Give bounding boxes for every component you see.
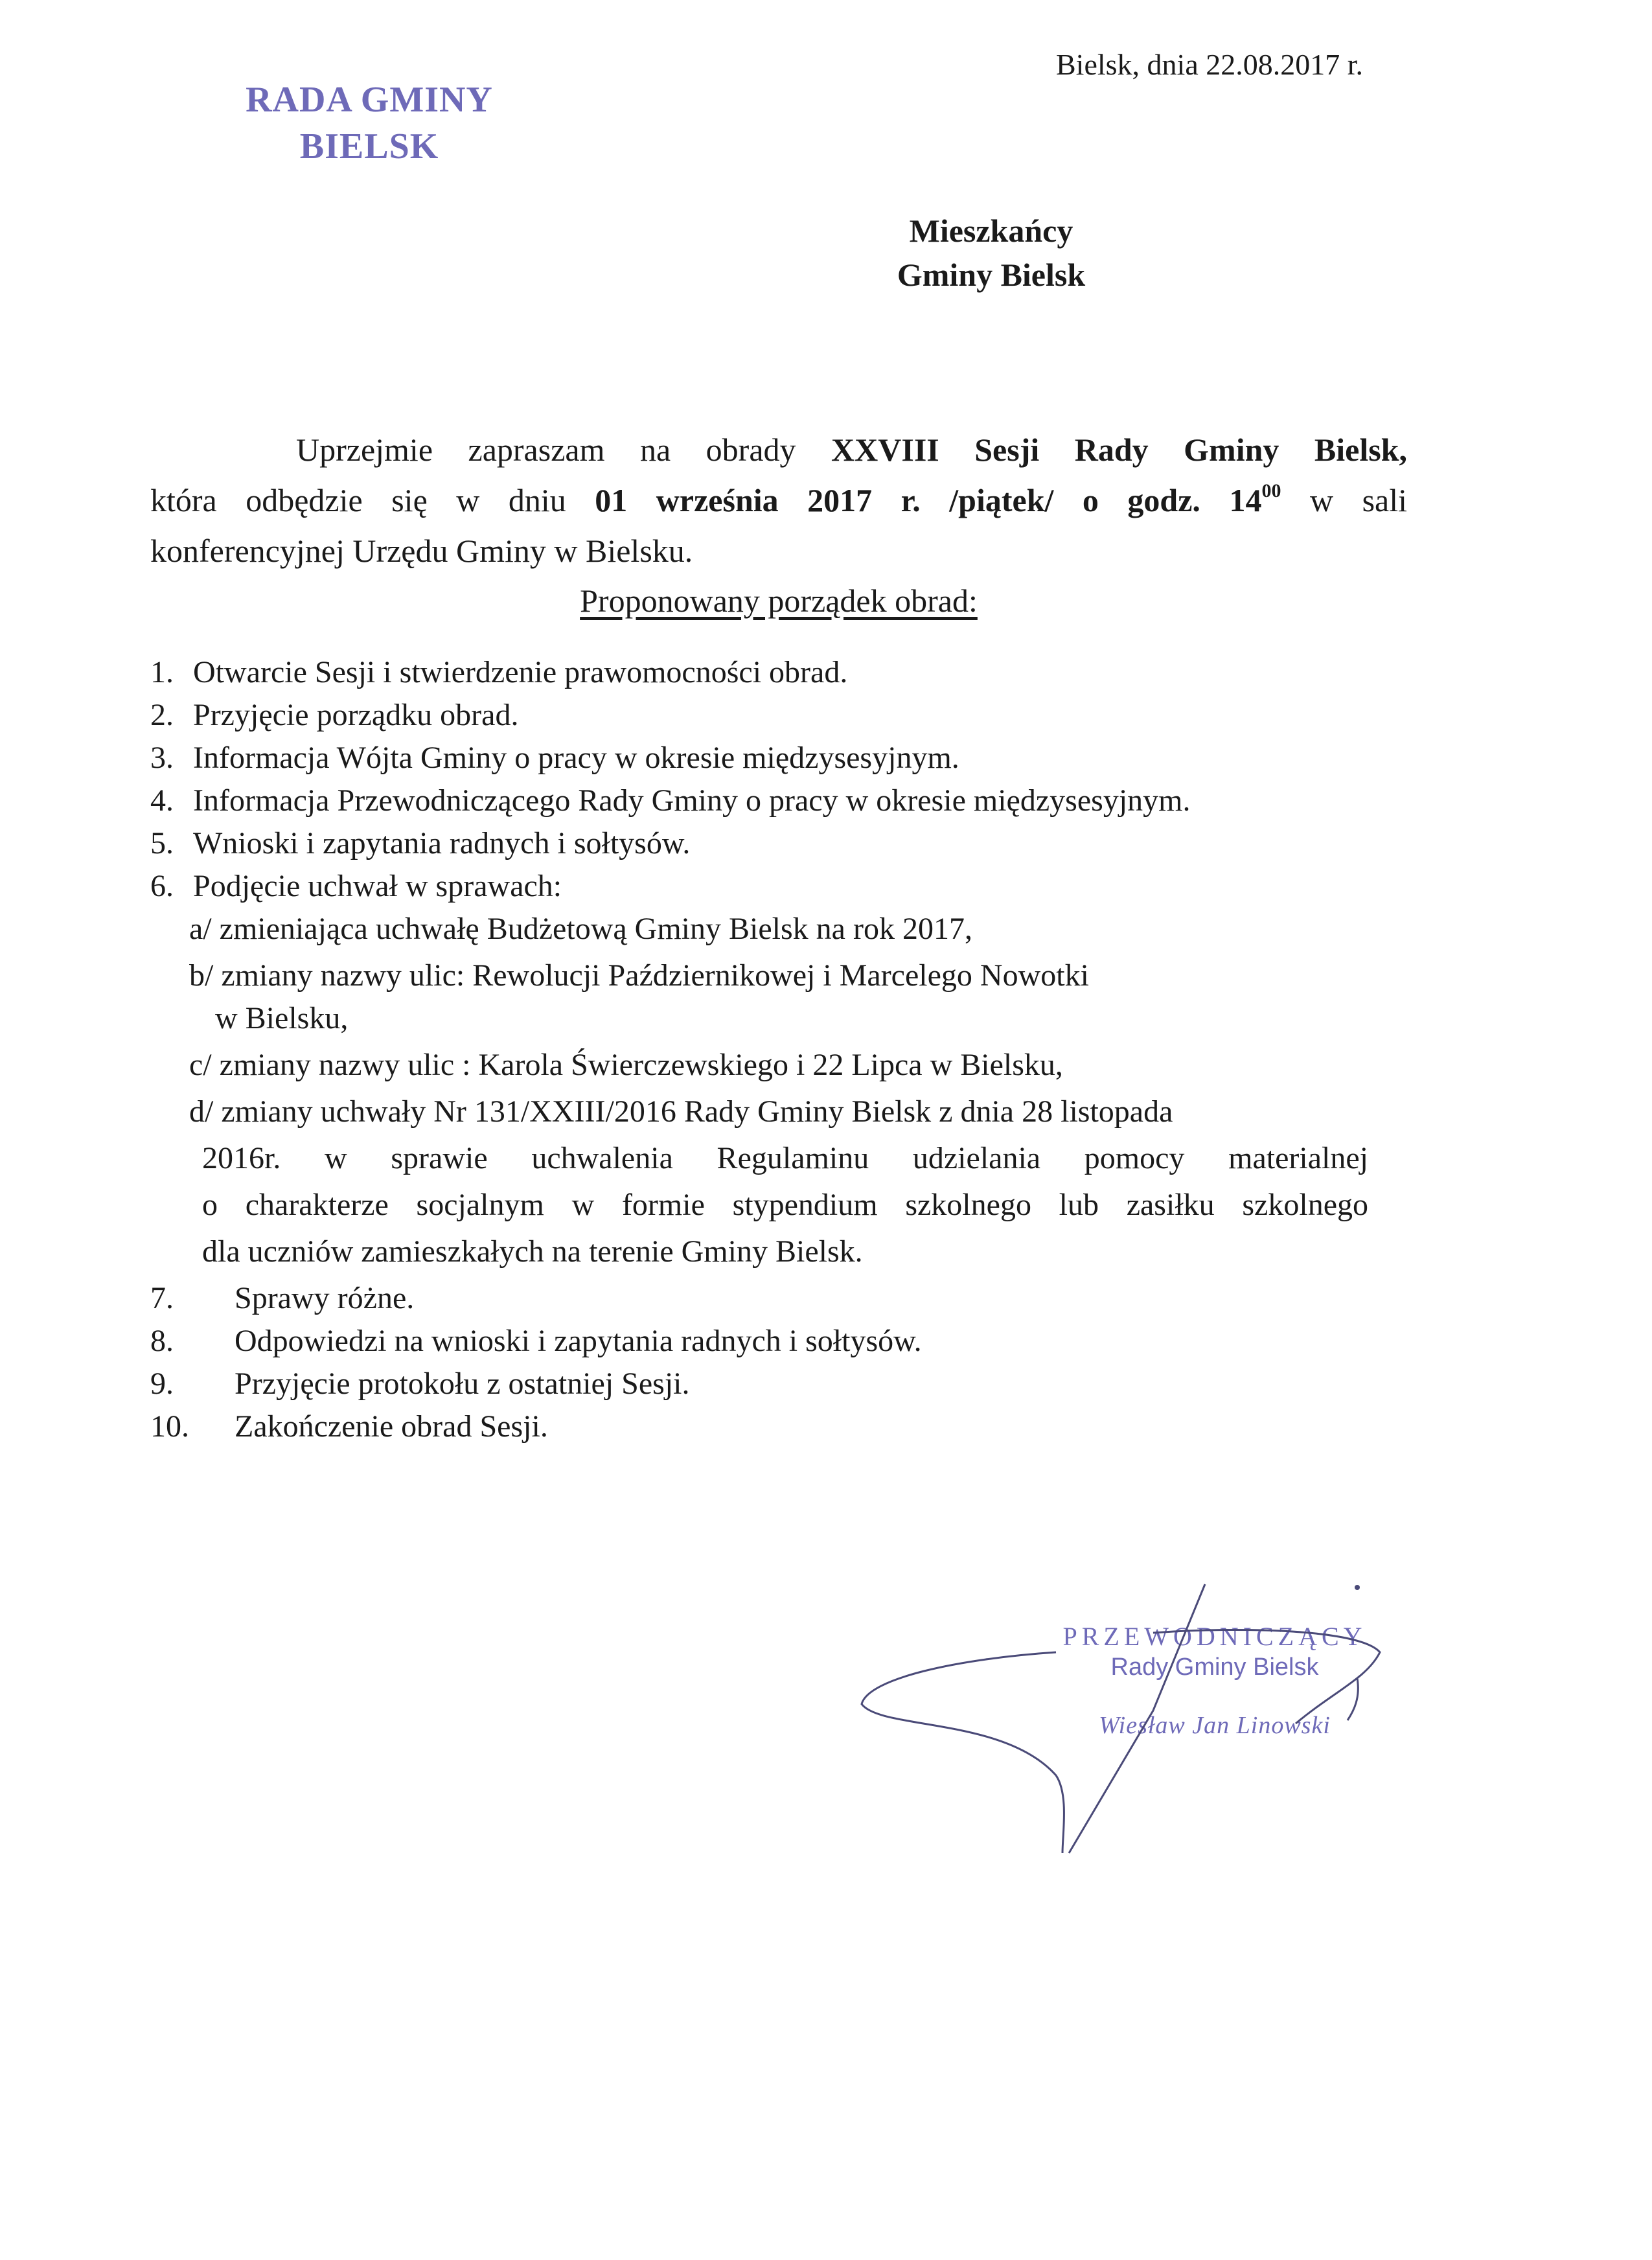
intro-text-3: w sali	[1281, 482, 1407, 518]
intro-line-3: konferencyjnej Urzędu Gminy w Bielsku.	[150, 533, 693, 569]
council-stamp	[194, 76, 544, 170]
agenda-item: 1. Otwarcie Sesji i stwierdzenie prawomocności obrad.	[150, 655, 848, 689]
agenda-item: 10. Zakończenie obrad Sesji.	[150, 1409, 548, 1444]
sub-item-d-line-2: 2016r. w sprawie uchwalenia Regulaminu udzielania pomocy materialnej	[202, 1141, 1368, 1175]
agenda-item: 8. Odpowiedzi na wnioski i zapytania radnych i sołtysów.	[150, 1324, 922, 1358]
agenda-title: Proponowany porządek obrad:	[580, 582, 978, 619]
sub-item-d-line-3: o charakterze socjalnym w formie stypendium szkolnego lub zasiłku szkolnego	[202, 1188, 1368, 1222]
invitation-paragraph	[150, 424, 1407, 576]
sub-item-d: d/ zmiany uchwały Nr 131/XXIII/2016 Rady Gminy Bielsk z dnia 28 listopada	[189, 1094, 1173, 1129]
intro-line-2	[150, 475, 1407, 525]
agenda-item: 2. Przyjęcie porządku obrad.	[150, 698, 519, 732]
stamp-line-2: BIELSK	[299, 126, 439, 167]
addressee-block	[803, 209, 1179, 297]
signature-block	[842, 1581, 1425, 1879]
agenda-item: 7. Sprawy różne.	[150, 1281, 415, 1315]
hour-superscript: 00	[1261, 480, 1281, 502]
addressee-line-1: Mieszkańcy	[909, 213, 1073, 249]
sub-item-b-continued: w Bielsku,	[215, 1001, 349, 1035]
intro-text-1: Uprzejmie zapraszam na obrady	[296, 432, 832, 468]
agenda-item: 3. Informacja Wójta Gminy o pracy w okresie międzysesyjnym.	[150, 741, 959, 775]
stamp-line-1: RADA GMINY	[246, 80, 493, 120]
session-name: XXVIII Sesji Rady Gminy Bielsk,	[831, 432, 1407, 468]
sub-item-c: c/ zmiany nazwy ulic : Karola Świerczewskiego i 22 Lipca w Bielsku,	[189, 1048, 1063, 1082]
agenda-list	[150, 651, 1420, 1448]
agenda-item: 4. Informacja Przewodniczącego Rady Gminy o pracy w okresie międzysesyjnym.	[150, 783, 1191, 818]
agenda-item: 6. Podjęcie uchwał w sprawach:	[150, 869, 562, 903]
sub-item-b: b/ zmiany nazwy ulic: Rewolucji Październikowej i Marcelego Nowotki	[189, 958, 1089, 993]
place-and-date: Bielsk, dnia 22.08.2017 r.	[1056, 48, 1364, 81]
sub-item-d-line-4: dla uczniów zamieszkałych na terenie Gminy Bielsk.	[202, 1234, 863, 1269]
addressee-line-2: Gminy Bielsk	[897, 257, 1086, 293]
agenda-item: 9. Przyjęcie protokołu z ostatniej Sesji.	[150, 1366, 690, 1401]
intro-line-1	[150, 424, 1407, 475]
session-date: 01 września 2017 r. /piątek/ o godz. $14^{00}$	[595, 480, 1281, 518]
signature-council: Rady Gminy Bielsk	[1110, 1654, 1319, 1681]
signature-title: PRZEWODNICZĄCY	[1062, 1622, 1367, 1651]
intro-text-2: która odbędzie się w dniu	[150, 482, 595, 518]
agenda-item: 5. Wnioski i zapytania radnych i sołtysów.	[150, 826, 691, 860]
handwritten-signature	[842, 1581, 1425, 1879]
sub-item-a: a/ zmieniająca uchwałę Budżetową Gminy Bielsk na rok 2017,	[189, 912, 972, 946]
signature-name: Wiesław Jan Linowski	[1099, 1712, 1331, 1739]
